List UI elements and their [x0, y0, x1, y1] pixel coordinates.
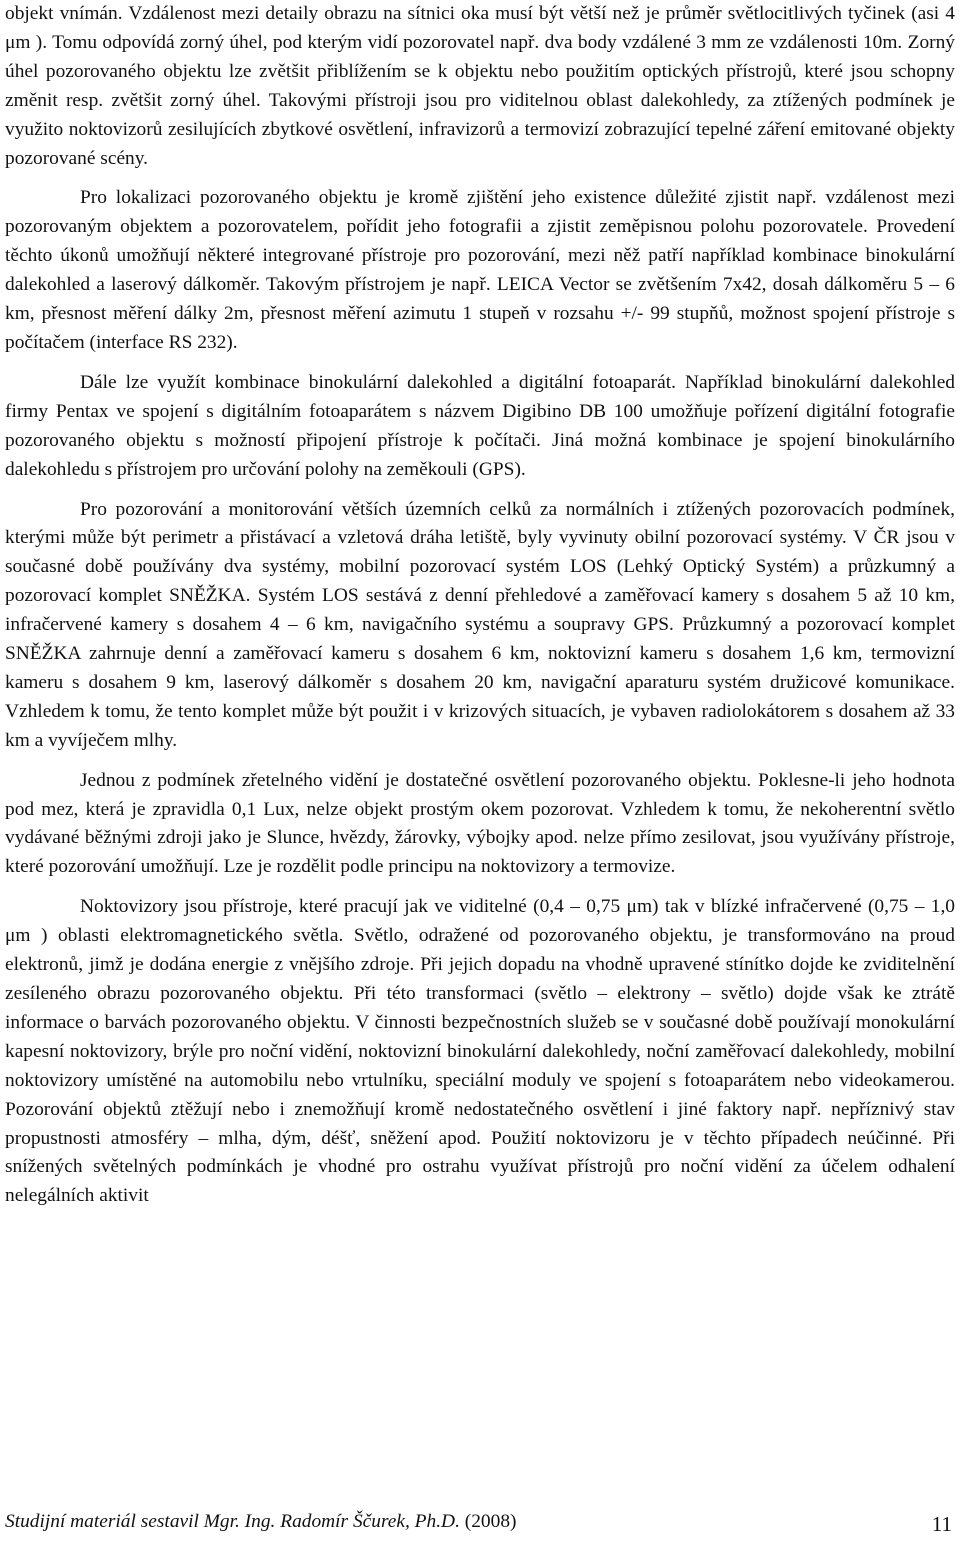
paragraph-spacer [5, 485, 955, 496]
footer-year: (2008) [464, 1511, 517, 1532]
page-footer [5, 1510, 955, 1534]
paragraph-6: Noktovizory jsou přístroje, které pracují jak ve viditelné (0,4 – 0,75 μm) tak v blízké infračervené (0,75 – 1,0 μm ) oblasti elektromagnetického světla. Světlo, odražené od pozorovaného objektu, je transformováno na proud elektronů, jimž je dodána energie z vnějšího zdroje. Při jejich dopadu na vhodně upravené stínítko dojde ke zviditelnění zesíleného obrazu pozorovaného objektu. Při této transformaci (světlo – elektrony – světlo) dojde však ke ztrátě informace o barvách pozorovaného objektu. V činnosti bezpečnostních služeb se v současné době používají monokulární kapesní noktovizory, brýle pro noční vidění, noktovizní binokulární dalekohledy, noční zaměřovací dalekohledy, mobilní noktovizory umístěné na automobilu nebo vrtulníku, speciální moduly ve spojení s fotoaparátem nebo videokamerou. Pozorování objektů ztěžují nebo i znemožňují kromě nedostatečného osvětlení i jiné faktory např. nepříznivý stav propustnosti atmosféry – mlha, dým, déšť, sněžení apod. Použití noktovizoru je v těchto případech neúčinné. Při snížených světelných podmínkách je vhodné pro ostrahu využívat přístrojů pro noční vidění za účelem odhalení nelegálních aktivit [5, 896, 955, 1207]
paragraph-2: Pro lokalizaci pozorovaného objektu je kromě zjištění jeho existence důležité zjistit např. vzdálenost mezi pozorovaným objektem a pozorovatelem, pořídit jeho fotografii a zjistit zeměpisnou polohu pozorovatele. Provedení těchto úkonů umožňují některé integrované přístroje pro pozorování, mezi něž patří například kombinace binokulární dalekohled a laserový dálkoměr. Takovým přístrojem je např. LEICA Vector se zvětšením 7x42, dosah dálkoměru 5 – 6 km, přesnost měření dálky 2m, přesnost měření azimutu 1 stupeň v rozsahu +/- 99 stupňů, možnost spojení přístroje s počítačem (interface RS 232). [5, 187, 955, 353]
paragraph-4: Pro pozorování a monitorování větších územních celků za normálních i ztížených pozorovacích podmínek, kterými může být perimetr a přistávací a vzletová dráha letiště, byly vyvinuty obilní pozorovací systémy. V ČR jsou v současné době používány dva systémy, mobilní pozorovací systém LOS (Lehký Optický Systém) a průzkumný a pozorovací komplet SNĚŽKA. Systém LOS sestává z denní přehledové a zaměřovací kamery s dosahem 5 až 10 km, infračervené kamery s dosahem 4 – 6 km, navigačního systému a soupravy GPS. Průzkumný a pozorovací komplet SNĚŽKA zahrnuje denní a zaměřovací kameru s dosahem 6 km, noktovizní kameru s dosahem 1,6 km, termovizní kameru s dosahem 9 km, laserový dálkoměr s dosahem 20 km, navigační aparaturu systém družicové komunikace. Vzhledem k tomu, že tento komplet může být použit i v krizových situacích, je vybaven radiolokátorem s dosahem až 33 km a vyvíječem mlhy. [5, 498, 955, 751]
paragraph-3: Dále lze využít kombinace binokulární dalekohled a digitální fotoaparát. Například binokulární dalekohled firmy Pentax ve spojení s digitálním fotoaparátem s názvem Digibino DB 100 umožňuje pořízení digitální fotografie pozorovaného objektu s možností připojení přístroje k počítači. Jiná možná kombinace je spojení binokulárního dalekohledu s přístrojem pro určování polohy na zeměkouli (GPS). [5, 371, 955, 480]
paragraph-spacer [5, 173, 955, 184]
paragraph-1: objekt vnímán. Vzdálenost mezi detaily obrazu na sítnici oka musí být větší než je průměr světlocitlivých tyčinek (asi 4 μm ). Tomu odpovídá zorný úhel, pod kterým vidí pozorovatel např. dva body vzdálené 3 mm ze vzdálenosti 10m. Zorný úhel pozorovaného objektu lze zvětšit přiblížením se k objektu nebo použitím optických přístrojů, které jsou schopny změnit resp. zvětšit zorný úhel. Takovými přístroji jsou pro viditelnou oblast dalekohledy, za ztížených podmínek je využito noktovizorů zesilujících zbytkové osvětlení, infravizorů a termovizí zobrazující tepelné záření emitované objekty pozorované scény. [5, 3, 955, 169]
paragraph-5: Jednou z podmínek zřetelného vidění je dostatečné osvětlení pozorovaného objektu. Poklesne-li jeho hodnota pod mez, která je zpravidla 0,1 Lux, nelze objekt prostým okem pozorovat. Vzhledem k tomu, že nekoherentní světlo vydávané běžnými zdroji jako je Slunce, hvězdy, žárovky, výbojky apod. nelze přímo zesilovat, jsou využívány přístroje, které pozorování umožňují. Lze je rozdělit podle principu na noktovizory a termovize. [5, 769, 955, 878]
document-body [5, 0, 955, 1211]
paragraph-spacer [5, 756, 955, 767]
page-number: 11 [931, 1512, 952, 1536]
footer-credit: Studijní materiál sestavil Mgr. Ing. Radomír Ščurek, Ph.D. [5, 1511, 460, 1532]
footer-credit-line [5, 1510, 516, 1534]
paragraph-spacer [5, 358, 955, 369]
paragraph-spacer [5, 882, 955, 893]
